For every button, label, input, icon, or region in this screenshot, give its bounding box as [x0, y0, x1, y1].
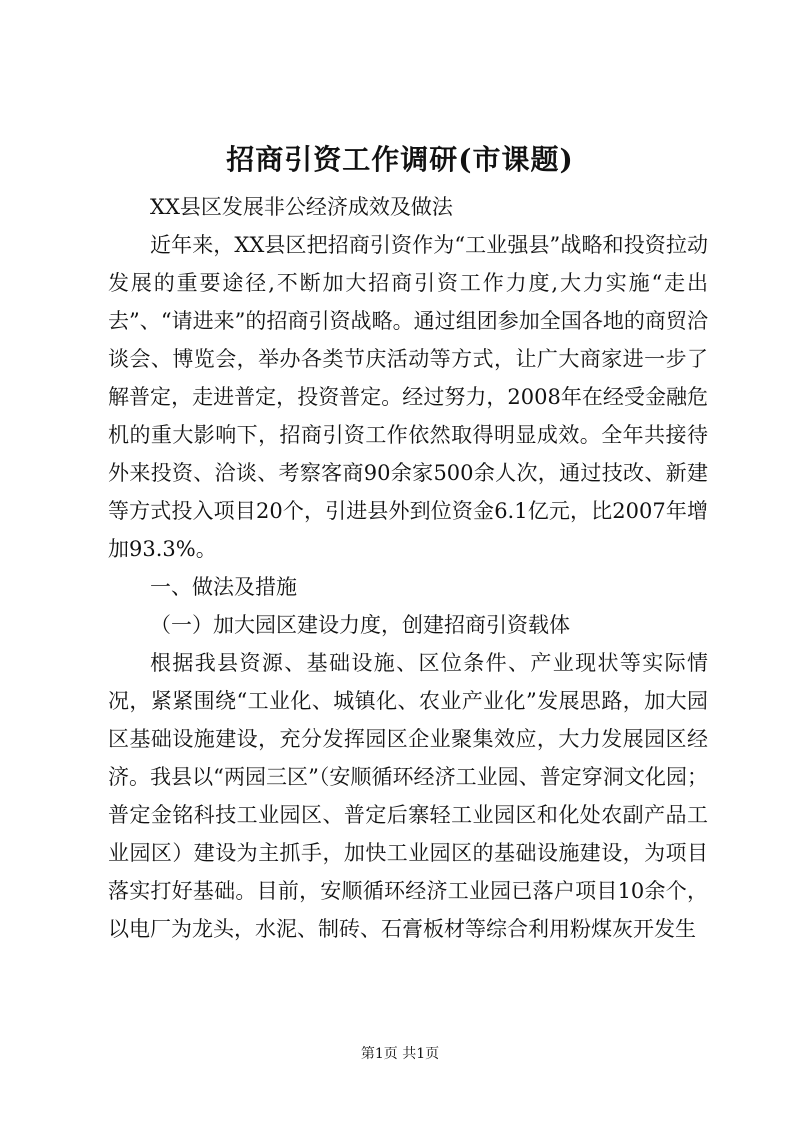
section-heading: XX县区发展非公经济成效及做法 [150, 195, 453, 219]
document-title: 招商引资工作调研(市课题) [226, 143, 574, 176]
body-paragraph: 近年来，XX县区把招商引资作为“工业强县”战略和投资拉动发展的重要途径,不断加大招商引资工作力度,大力实施“走出去”、“请进来”的招商引资战略。通过组团参加全国各地的商贸洽谈会、博览会，举办各类节庆活动等方式，让广大商家进一步了解普定，走进普定，投资普定。经过努力，2008年在经受金融危机的重大影响下，招商引资工作依然取得明显成效。全年共接待外来投资、洽谈、考察客商90余家500余人次，通过技改、新建等方式投入项目20个，引进县外到位资金6.1亿元，比2007年增加93.3%。 [108, 233, 708, 561]
subsection-heading: （一）加大园区建设力度，创建招商引资载体 [150, 613, 570, 637]
body-paragraph: 根据我县资源、基础设施、区位条件、产业现状等实际情况，紧紧围绕“工业化、城镇化、农业产业化”发展思路，加大园区基础设施建设，充分发挥园区企业聚集效应，大力发展园区经济。我县以“两园三区”（安顺循环经济工业园、普定穿洞文化园；普定金铭科技工业园区、普定后寨轻工业园区和化处农副产品工业园区）建设为主抓手，加快工业园区的基础设施建设，为项目落实打好基础。目前，安顺循环经济工业园已落户项目10余个，以电厂为龙头，水泥、制砖、石膏板材等综合利用粉煤灰开发生 [108, 651, 708, 941]
page-footer: 第1页 共1页 [360, 1046, 440, 1062]
document-body [108, 188, 708, 948]
section-heading: 一、做法及措施 [150, 575, 297, 599]
